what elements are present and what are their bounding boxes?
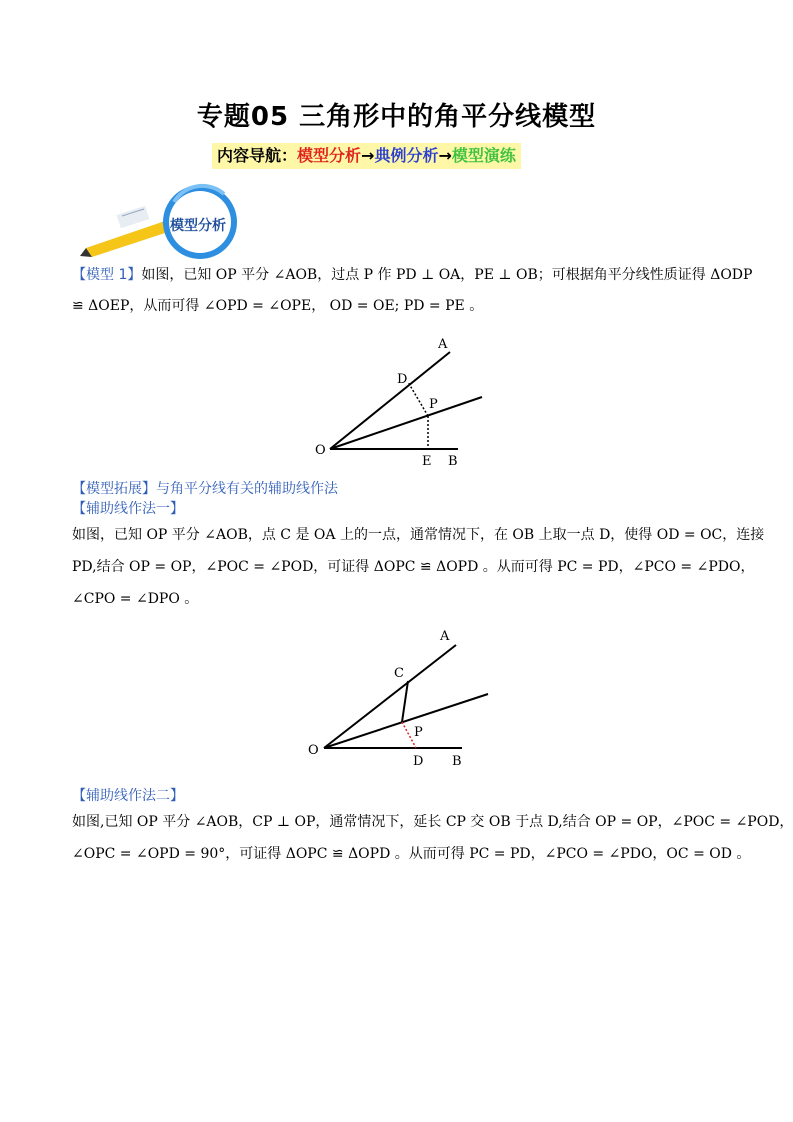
label-a: A [438, 337, 448, 352]
extension-heading: 【模型拓展】与角平分线有关的辅助线作法 [72, 481, 338, 497]
label-e: E [422, 454, 432, 469]
nav-item-example-analysis: 典例分析 [374, 146, 439, 165]
method1-line3: ∠CPO = ∠DPO 。 [72, 591, 199, 607]
model1-tag: 【模型 1】 [72, 267, 142, 283]
label-p: P [414, 725, 423, 740]
label-o: O [315, 443, 326, 458]
pencil-icon [80, 206, 178, 257]
model1-line1 [72, 259, 753, 291]
model1-text-line2: ≌ ΔOEP，从而可得 ∠OPD = ∠OPE， OD = OE; PD = PE 。 [72, 298, 484, 314]
method2-heading: 【辅助线作法二】 [72, 788, 184, 804]
method2-line1: 如图,已知 OP 平分 ∠AOB，CP ⊥ OP，通常情况下，延长 CP 交 OB 于点 D,结合 OP = OP，∠POC = ∠POD， [72, 814, 793, 830]
content-navigation [212, 143, 521, 169]
figure-1-diagram [300, 330, 500, 475]
label-b: B [448, 454, 458, 469]
segment-pd [408, 382, 428, 416]
nav-arrow: → [361, 146, 375, 165]
nav-item-model-practice: 模型演练 [451, 146, 516, 165]
model1-text-line1: 如图，已知 OP 平分 ∠AOB，过点 P 作 PD ⊥ OA，PE ⊥ OB；可根据角平分线性质证得 ΔODP [141, 267, 753, 283]
nav-item-model-analysis: 模型分析 [297, 146, 362, 165]
method2-line2: ∠OPC = ∠OPD = 90°，可证得 ΔOPC ≌ ΔOPD 。从而可得 PC = PD，∠PCO = ∠PDO，OC = OD 。 [72, 846, 751, 862]
label-d: D [413, 754, 424, 769]
ray-op [324, 694, 488, 748]
label-b: B [452, 754, 462, 769]
label-a: A [440, 629, 450, 644]
label-d: D [397, 372, 408, 387]
method1-line2: PD,结合 OP = OP，∠POC = ∠POD，可证得 ΔOPC ≌ ΔOPD 。从而可得 PC = PD，∠PCO = ∠PDO， [72, 559, 755, 575]
method1-heading: 【辅助线作法一】 [72, 501, 184, 517]
badge-label: 模型分析 [170, 218, 226, 234]
label-p: P [429, 397, 438, 412]
nav-prefix: 内容导航： [217, 146, 298, 165]
figure-2-diagram [300, 625, 500, 775]
ray-oa [324, 645, 456, 748]
label-o: O [308, 743, 319, 758]
nav-arrow: → [438, 146, 452, 165]
ray-op [330, 397, 482, 449]
page-title: 专题05 三角形中的角平分线模型 [196, 102, 597, 132]
method1-line1: 如图，已知 OP 平分 ∠AOB，点 C 是 OA 上的一点，通常情况下，在 OB 上取一点 D，使得 OD = OC，连接 [72, 527, 765, 543]
section-badge [78, 180, 248, 260]
label-c: C [394, 666, 404, 681]
